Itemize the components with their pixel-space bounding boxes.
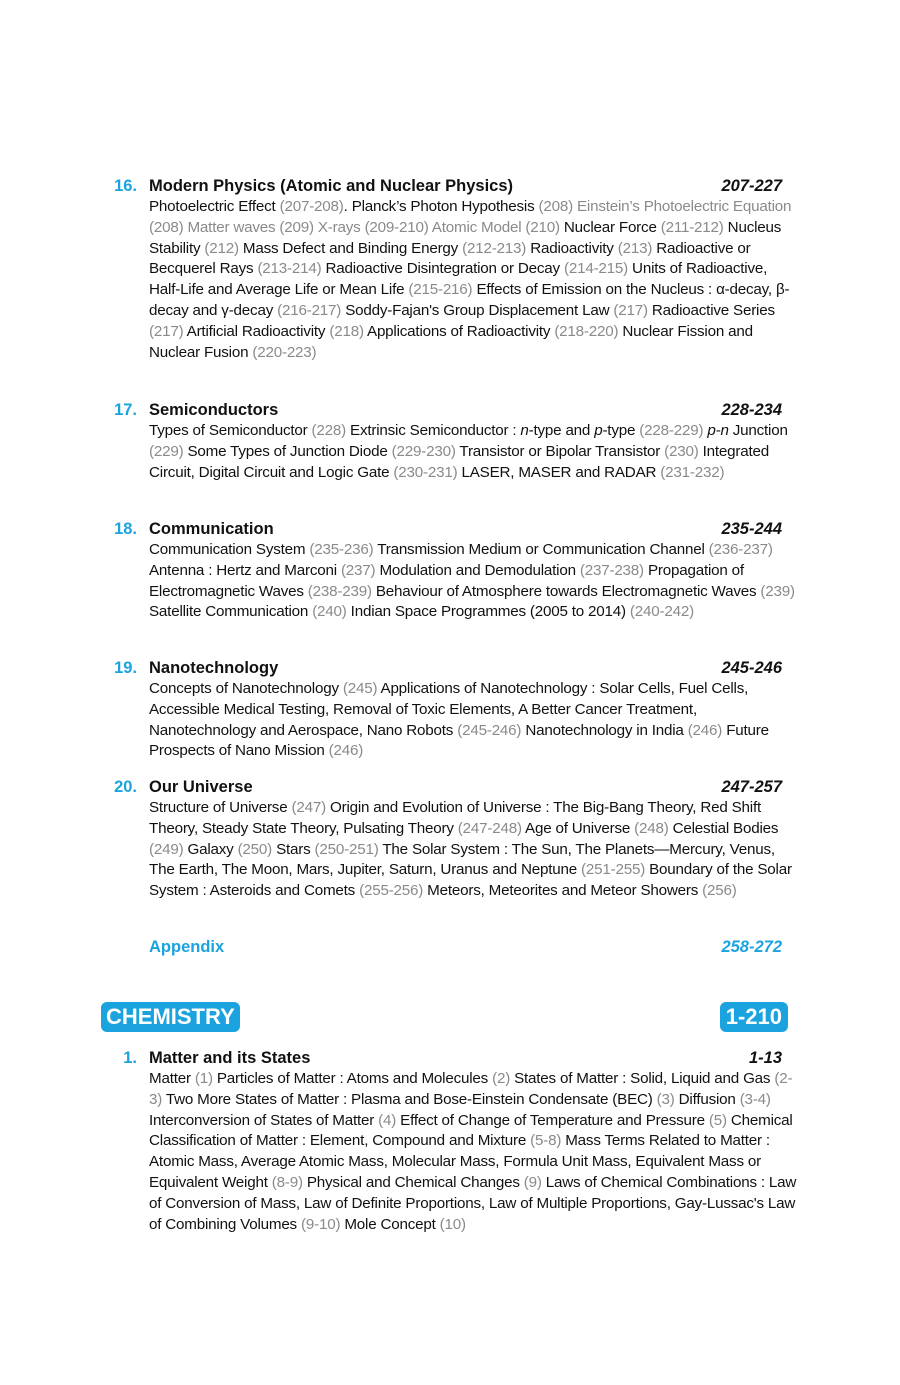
page-reference: (214-215)	[563, 260, 629, 278]
topic-text: Meteors, Meteorites and Meteor Showers	[423, 882, 703, 900]
page-reference: (255-256)	[359, 882, 424, 900]
page-reference: (246)	[328, 742, 364, 760]
chapter-topics	[149, 798, 799, 902]
page-reference: (218-220)	[554, 322, 619, 340]
page-reference: (213)	[617, 239, 653, 257]
topic-text: Applications of Radioactivity	[363, 322, 555, 340]
page-reference: (211-212)	[660, 218, 724, 236]
page-reference: (250-251)	[314, 840, 379, 858]
topic-text: Diffusion	[674, 1090, 740, 1108]
topic-text: Chemical Classification of Matter : Element, Compound and Mixture	[149, 1111, 793, 1150]
page-reference: (212)	[204, 239, 239, 257]
page-reference: (213-214)	[257, 260, 322, 278]
topic-text: Nucleus Stability	[149, 218, 782, 257]
topic-text: Satellite Communication	[149, 603, 313, 621]
page-reference: (5-8)	[530, 1132, 562, 1150]
page-reference: (247-248)	[457, 819, 522, 837]
page-reference: (235-236)	[309, 541, 374, 558]
page-reference: (238-239)	[307, 582, 372, 600]
chapter-heading	[0, 1047, 900, 1069]
page-reference: (250)	[237, 840, 273, 858]
topic-text: Junction	[728, 422, 788, 439]
chapter-entry	[0, 175, 900, 363]
page-reference: (2-3)	[149, 1070, 793, 1108]
topic-text: Particles of Matter : Atoms and Molecules	[212, 1070, 493, 1087]
topic-text: Stars	[272, 840, 315, 858]
chapter-page-range: 247-257	[721, 778, 782, 796]
topic-text: LASER, MASER and RADAR	[457, 463, 661, 481]
page-reference: (246)	[687, 721, 723, 739]
topic-text: Photoelectric Effect	[149, 198, 280, 215]
topic-text: Interconversion of States of Matter	[149, 1111, 379, 1129]
topic-text: Radioactivity	[526, 239, 618, 257]
chapter-title: Communication	[149, 520, 274, 538]
topic-text: Matter	[149, 1070, 195, 1087]
chapter-topics	[149, 197, 799, 363]
page-reference: (237)	[340, 561, 376, 579]
page-reference: (3-4)	[739, 1090, 771, 1108]
topic-text: Transmission Medium or Communication Channel	[373, 541, 709, 558]
page-reference: (217)	[149, 322, 184, 340]
topic-text: Indian Space Programmes (2005 to 2014)	[346, 603, 630, 621]
topic-text: Radioactive Disintegration or Decay	[321, 260, 564, 278]
page-reference: (215-216)	[408, 281, 473, 299]
topic-text: -type and	[528, 422, 595, 439]
topic-text: n	[520, 422, 529, 439]
chapter-title: Semiconductors	[149, 401, 279, 419]
topic-text: Applications of Nanotechnology : Solar Cells, Fuel Cells, Accessible Medical Testing, Removal of Toxic Elements, A Better Cancer Treatment, Nanotechnology and Aerospace, Nano Robots	[149, 680, 749, 739]
topic-text: Galaxy	[183, 840, 238, 858]
appendix-page-range: 258-272	[721, 938, 782, 956]
chapter-entry	[0, 518, 900, 623]
chapter-number: 17.	[114, 401, 137, 419]
page-reference: (231-232)	[660, 463, 725, 481]
page-reference: (9)	[523, 1173, 542, 1191]
page-reference: (217)	[613, 301, 648, 319]
chapter-number: 19.	[114, 659, 137, 677]
appendix-entry	[0, 936, 900, 958]
topic-text: Radioactive Series	[647, 301, 775, 319]
chapter-page-range: 235-244	[721, 520, 782, 538]
chapter-title: Our Universe	[149, 778, 253, 796]
topic-text: Artificial Radioactivity	[183, 322, 330, 340]
topic-text: Two More States of Matter : Plasma and Bose-Einstein Condensate (BEC)	[162, 1090, 657, 1108]
page-reference: (208) Einstein’s Photoelectric Equation (208) Matter waves (209) X-rays (209-210) Atomic Model (210)	[149, 198, 792, 236]
chapter-number: 1.	[123, 1049, 137, 1067]
topic-text: Future Prospects of Nano Mission	[149, 721, 769, 760]
topic-text: Modulation and Demodulation	[375, 561, 580, 579]
chapter-entry	[0, 1047, 900, 1235]
page-reference: (3)	[656, 1090, 675, 1108]
page-reference: (230)	[664, 442, 699, 460]
page-reference: (256)	[702, 882, 737, 900]
topic-text: p	[594, 422, 603, 439]
chapter-page-range: 245-246	[721, 659, 782, 677]
page-reference: (248)	[634, 819, 669, 837]
chapter-page-range: 228-234	[721, 401, 782, 419]
topic-text: Origin and Evolution of Universe : The Big-Bang Theory, Red Shift Theory, Steady State Theory, Pulsating Theory	[149, 799, 762, 837]
chapter-topics	[149, 421, 799, 483]
chapter-title: Nanotechnology	[149, 659, 279, 677]
page-reference: (9-10)	[300, 1215, 341, 1233]
page-reference: (228-229)	[639, 422, 704, 439]
chapter-title: Matter and its States	[149, 1049, 311, 1067]
topic-text: Nuclear Fission and Nuclear Fusion	[149, 322, 753, 361]
topic-text: Nanotechnology in India	[521, 721, 688, 739]
section-title-badge: CHEMISTRY	[101, 1002, 240, 1032]
page-reference: (245)	[342, 680, 378, 697]
topic-text: Integrated Circuit, Digital Circuit and Logic Gate	[149, 442, 770, 481]
section-page-range-badge: 1-210	[720, 1002, 788, 1032]
chapter-entry	[0, 657, 900, 762]
chapter-entry	[0, 399, 900, 483]
page-reference: (2)	[492, 1070, 511, 1087]
page-reference: (236-237)	[708, 541, 773, 558]
topic-text: . Planck’s Photon Hypothesis	[343, 198, 539, 215]
topic-text: Types of Semiconductor	[149, 422, 312, 439]
topic-text: -type	[602, 422, 640, 439]
topic-text: Behaviour of Atmosphere towards Electromagnetic Waves	[371, 582, 761, 600]
page-reference: (251-255)	[581, 861, 646, 879]
chapter-heading	[0, 776, 900, 798]
chapter-number: 16.	[114, 177, 137, 195]
topic-text: Nuclear Force	[559, 218, 661, 236]
topic-text: Boundary of the Solar System : Asteroids and Comets	[149, 861, 792, 900]
page-reference: (4)	[378, 1111, 397, 1129]
topic-text: Extrinsic Semiconductor :	[346, 422, 521, 439]
chapter-number: 18.	[114, 520, 137, 538]
page-reference: (220-223)	[252, 343, 317, 361]
page-reference: (247)	[291, 799, 326, 816]
page-reference: (237-238)	[579, 561, 644, 579]
topic-text: Physical and Chemical Changes	[302, 1173, 524, 1191]
chapter-topics	[149, 679, 799, 762]
chapter-heading	[0, 518, 900, 540]
topic-text: Mass Terms Related to Matter : Atomic Mass, Average Atomic Mass, Molecular Mass, Formula Unit Mass, Equivalent Mass or Equivalent Weight	[149, 1132, 770, 1191]
topic-text: Propagation of Electromagnetic Waves	[149, 561, 744, 600]
page-reference: (212-213)	[462, 239, 527, 257]
topic-text: States of Matter : Solid, Liquid and Gas	[510, 1070, 775, 1087]
page-reference: (240)	[312, 603, 347, 621]
topic-text: Concepts of Nanotechnology	[149, 680, 343, 697]
topic-text: Soddy-Fajan's Group Displacement Law	[341, 301, 614, 319]
topic-text: p-n	[707, 422, 729, 439]
topic-text: Some Types of Junction Diode	[183, 442, 392, 460]
page-reference: (207-208)	[279, 198, 344, 215]
page-reference: (10)	[439, 1215, 466, 1233]
topic-text: Units of Radioactive, Half-Life and Average Life or Mean Life	[149, 260, 768, 299]
chapter-entry	[0, 776, 900, 902]
topic-text: Structure of Universe	[149, 799, 292, 816]
page-reference: (228)	[311, 422, 347, 439]
page-reference: (230-231)	[393, 463, 458, 481]
chapter-title: Modern Physics (Atomic and Nuclear Physics)	[149, 177, 514, 195]
chapter-heading	[0, 175, 900, 197]
page-reference: (245-246)	[457, 721, 522, 739]
topic-text: Communication System	[149, 541, 310, 558]
appendix-title: Appendix	[149, 938, 225, 956]
chapter-heading	[0, 399, 900, 421]
appendix-heading	[0, 936, 900, 958]
page-reference: (216-217)	[277, 301, 342, 319]
topic-text: The Solar System : The Sun, The Planets—Mercury, Venus, The Earth, The Moon, Mars, Jupiter, Saturn, Uranus and Neptune	[149, 840, 775, 879]
page-reference: (229)	[149, 442, 184, 460]
page-reference: (249)	[149, 840, 184, 858]
topic-text: Age of Universe	[521, 819, 635, 837]
topic-text: Celestial Bodies	[668, 819, 779, 837]
chapter-page-range: 207-227	[721, 177, 782, 195]
page-reference: (1)	[194, 1070, 213, 1087]
topic-text: Antenna : Hertz and Marconi	[149, 561, 341, 579]
chapter-page-range: 1-13	[748, 1049, 782, 1067]
page-reference: (218)	[329, 322, 364, 340]
chapter-topics	[149, 1069, 799, 1235]
page-reference: (229-230)	[391, 442, 456, 460]
page-reference: (8-9)	[271, 1173, 303, 1191]
topic-text: Laws of Chemical Combinations : Law of Conversion of Mass, Law of Definite Proportions, Law of Multiple Proportions, Gay-Lussac's Law of Combining Volumes	[149, 1173, 797, 1233]
topic-text: Mole Concept	[340, 1215, 440, 1233]
page-reference: (5)	[708, 1111, 727, 1129]
chapter-number: 20.	[114, 778, 137, 796]
topic-text: Effect of Change of Temperature and Pressure	[396, 1111, 709, 1129]
chapter-topics	[149, 540, 799, 623]
page-reference: (239)	[760, 582, 795, 600]
topic-text: Radioactive or Becquerel Rays	[149, 239, 751, 278]
topic-text: Effects of Emission on the Nucleus : α-decay, β-decay and γ-decay	[149, 281, 790, 319]
topic-text: Transistor or Bipolar Transistor	[455, 442, 665, 460]
page-reference: (240-242)	[629, 603, 694, 621]
topic-text: Mass Defect and Binding Energy	[238, 239, 463, 257]
chapter-heading	[0, 657, 900, 679]
